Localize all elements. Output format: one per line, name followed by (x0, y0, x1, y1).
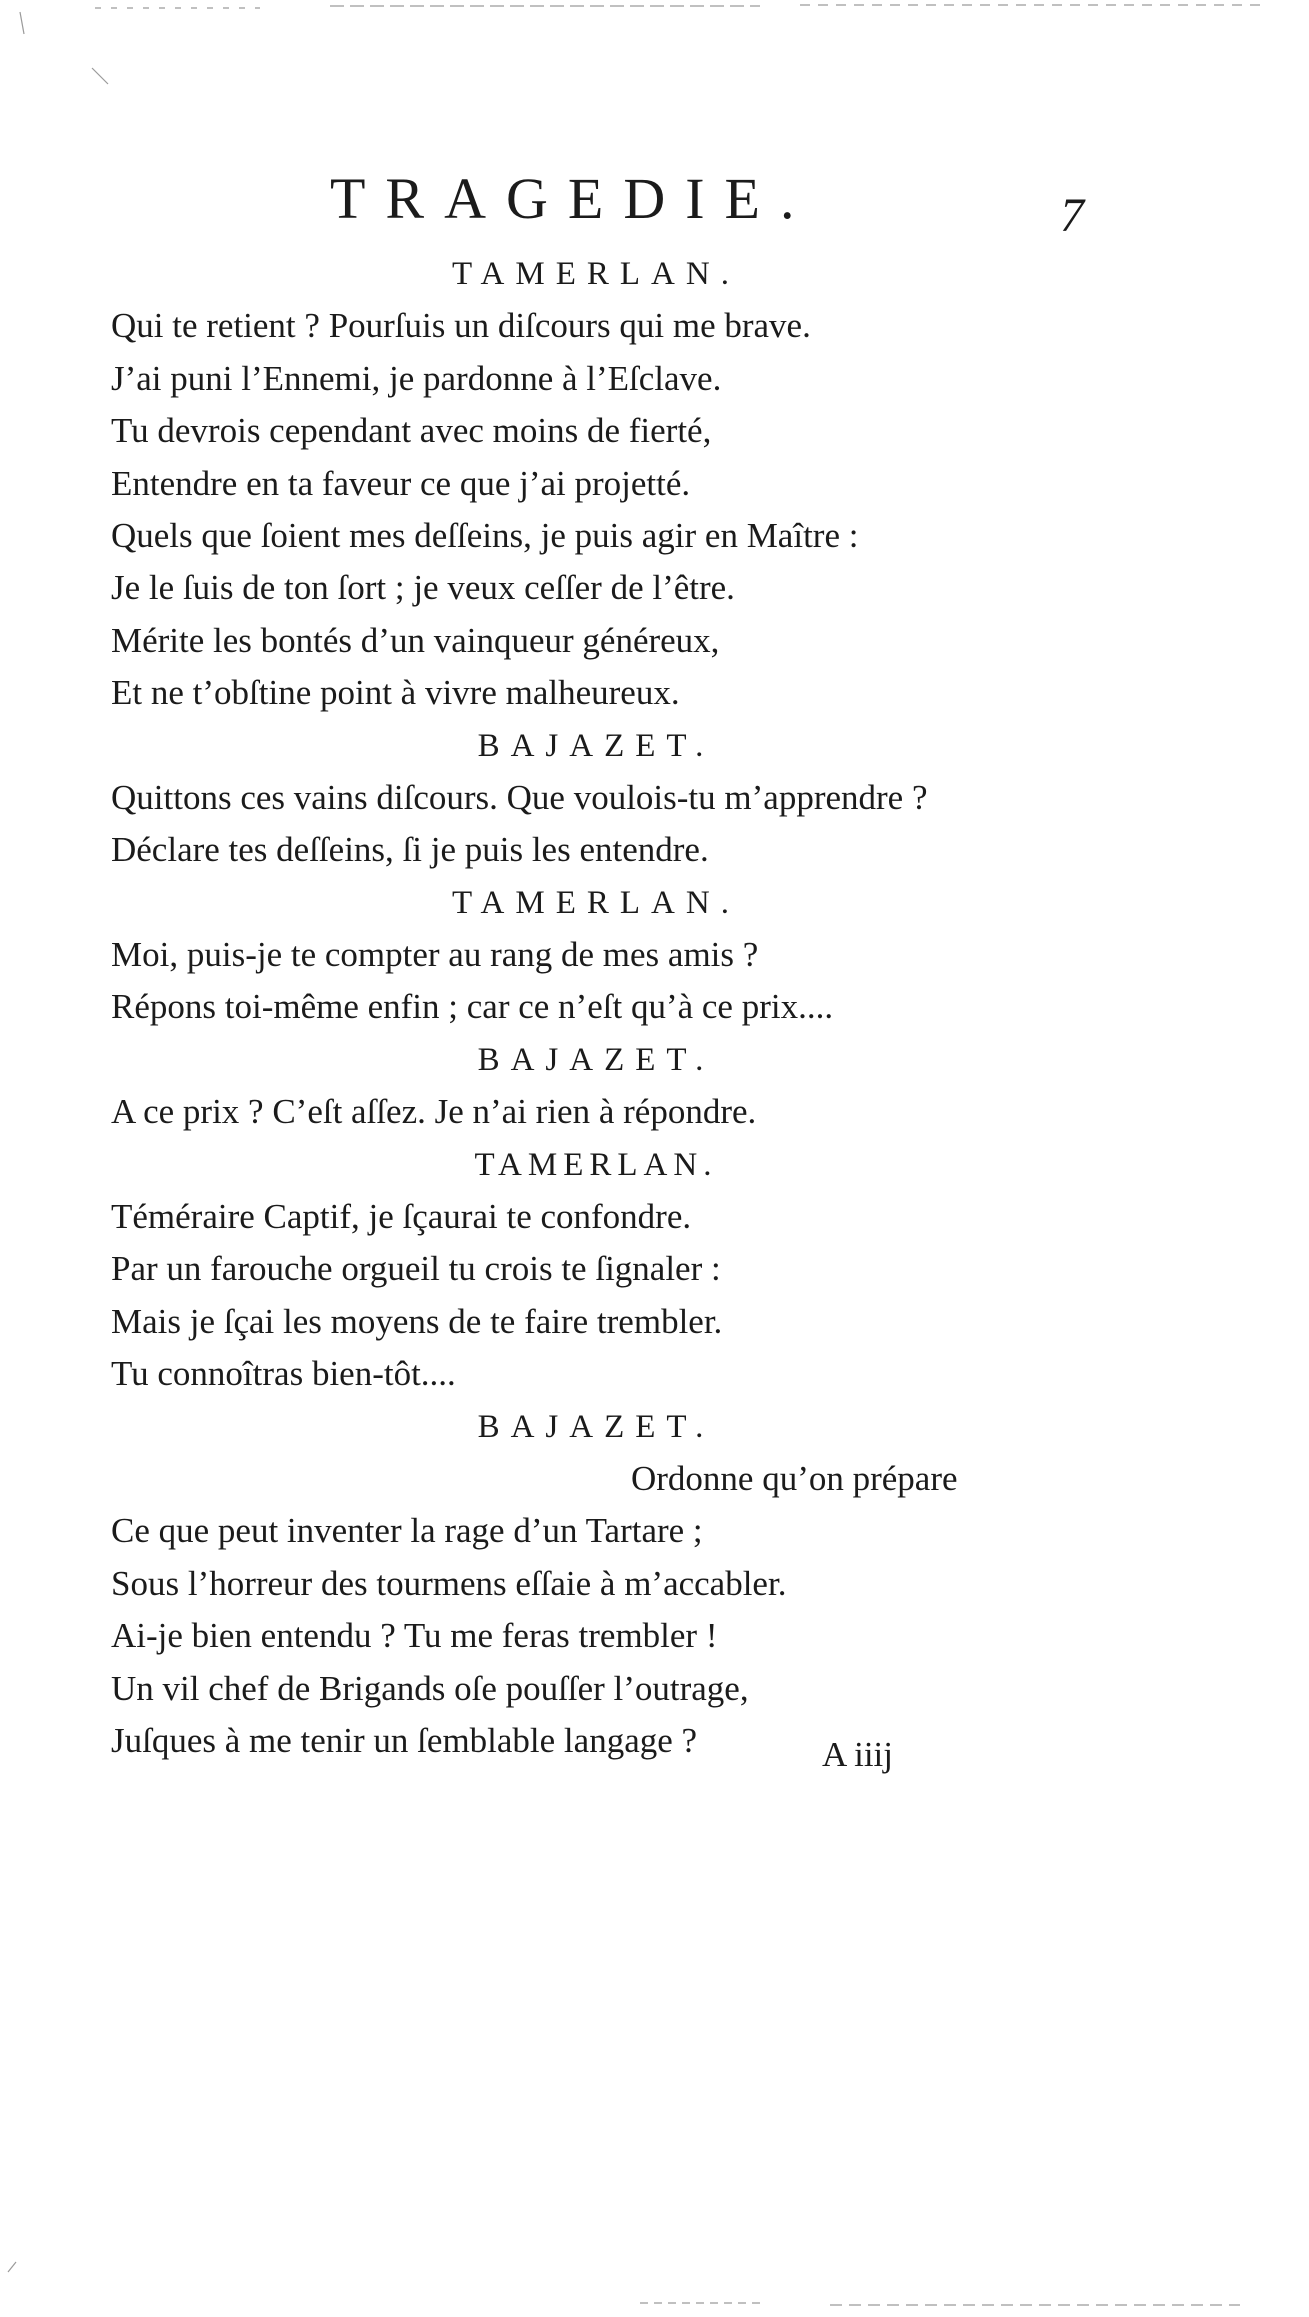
verse-line: Je le ſuis de ton ſort ; je veux ceſſer de l’être. (111, 568, 735, 608)
page-number: 7 (1060, 189, 1084, 242)
verse-line: Déclare tes deſſeins, ſi je puis les entendre. (111, 830, 709, 870)
speaker-name: TAMERLAN. (452, 884, 740, 921)
verse-half-line: Ordonne qu’on prépare (631, 1458, 958, 1498)
verse-line: Moi, puis-je te compter au rang de mes amis ? (111, 935, 759, 975)
verse-line: Juſques à me tenir un ſemblable langage ? (111, 1720, 698, 1760)
verse-line: Et ne t’obſtine point à vivre malheureux. (111, 673, 680, 713)
verse-line: A ce prix ? C’eſt aſſez. Je n’ai rien à répondre. (111, 1092, 757, 1132)
verse-line: Sous l’horreur des tourmens eſſaie à m’accabler. (111, 1563, 787, 1603)
verse-line: Entendre en ta faveur ce que j’ai projetté. (111, 463, 691, 503)
speaker-name: TAMERLAN. (452, 256, 740, 292)
speaker-name: TAMERLAN. (474, 1146, 718, 1183)
signature-mark: A iiij (822, 1735, 893, 1774)
verse-line: Tu connoîtras bien-tôt.... (111, 1354, 456, 1394)
verse-line: Un vil chef de Brigands oſe pouſſer l’outrage, (111, 1668, 749, 1708)
verse-line: Tu devrois cependant avec moins de fierté, (111, 411, 712, 451)
verse-line: Quels que ſoient mes deſſeins, je puis agir en Maître : (111, 515, 859, 555)
verse-line: Mérite les bontés d’un vainqueur généreux, (111, 620, 720, 660)
verse-line: Qui te retient ? Pourſuis un diſcours qui me brave. (111, 306, 811, 346)
verse-line: J’ai puni l’Ennemi, je pardonne à l’Eſclave. (111, 358, 722, 398)
verse-line: Téméraire Captif, je ſçaurai te confondre. (111, 1197, 692, 1237)
verse-line: Mais je ſçai les moyens de te faire trembler. (111, 1301, 723, 1341)
verse-line: Ai-je bien entendu ? Tu me feras trembler ! (111, 1616, 718, 1656)
speaker-name: BAJAZET. (477, 1041, 715, 1078)
running-head: TRAGEDIE. (330, 166, 815, 231)
verse-line: Répons toi-même enfin ; car ce n’eſt qu’à ce prix.... (111, 987, 834, 1027)
verse-line: Ce que peut inventer la rage d’un Tartare ; (111, 1511, 703, 1551)
verse-line: Par un farouche orgueil tu crois te ſignaler : (111, 1249, 721, 1289)
verse-line: Quittons ces vains diſcours. Que voulois-tu m’apprendre ? (111, 777, 928, 817)
speaker-name: BAJAZET. (477, 727, 715, 764)
speaker-name: BAJAZET. (477, 1408, 715, 1445)
